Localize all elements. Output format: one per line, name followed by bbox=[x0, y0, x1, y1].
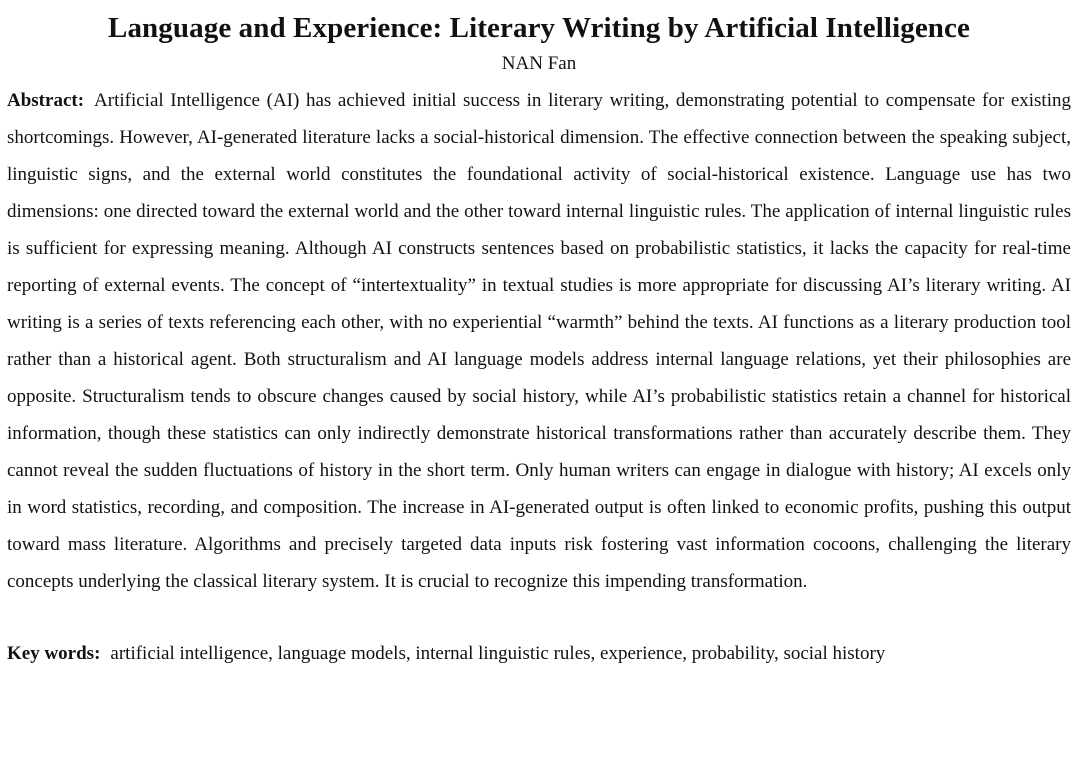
abstract-label: Abstract: bbox=[7, 90, 85, 111]
keywords-paragraph bbox=[7, 635, 1071, 672]
abstract-text: Artificial Intelligence (AI) has achieved initial success in literary writing, demonstrating potential to compensate for existing shortcomings. However, AI-generated literature lacks a social-historical dimension. The effective connection between the speaking subject, linguistic signs, and the external world constitutes the foundational activity of social-historical existence. Language use has two dimensions: one directed toward the external world and the other toward internal linguistic rules. The application of internal linguistic rules is sufficient for expressing meaning. Although AI constructs sentences based on probabilistic statistics, it lacks the capacity for real-time reporting of external events. The concept of “intertextuality” in textual studies is more appropriate for discussing AI’s literary writing. AI writing is a series of texts referencing each other, with no experiential “warmth” behind the texts. AI functions as a literary production tool rather than a historical agent. Both structuralism and AI language models address internal language relations, yet their philosophies are opposite. Structuralism tends to obscure changes caused by social history, while AI’s probabilistic statistics retain a channel for historical information, though these statistics can only indirectly demonstrate historical transformations rather than accurately describe them. They cannot reveal the sudden fluctuations of history in the short term. Only human writers can engage in dialogue with history; AI excels only in word statistics, recording, and composition. The increase in AI-generated output is often linked to economic profits, pushing this output toward mass literature. Algorithms and precisely targeted data inputs risk fostering vast information cocoons, challenging the literary concepts underlying the classical literary system. It is crucial to recognize this impending transformation. bbox=[7, 90, 1071, 592]
keywords-label: Key words: bbox=[7, 643, 101, 664]
abstract-paragraph bbox=[7, 82, 1071, 600]
author-name: NAN Fan bbox=[501, 53, 577, 74]
paper-title: Language and Experience: Literary Writing by Artificial Intelligence bbox=[108, 12, 970, 44]
keywords-text: artificial intelligence, language models, internal linguistic rules, experience, probability, social history bbox=[110, 643, 886, 664]
